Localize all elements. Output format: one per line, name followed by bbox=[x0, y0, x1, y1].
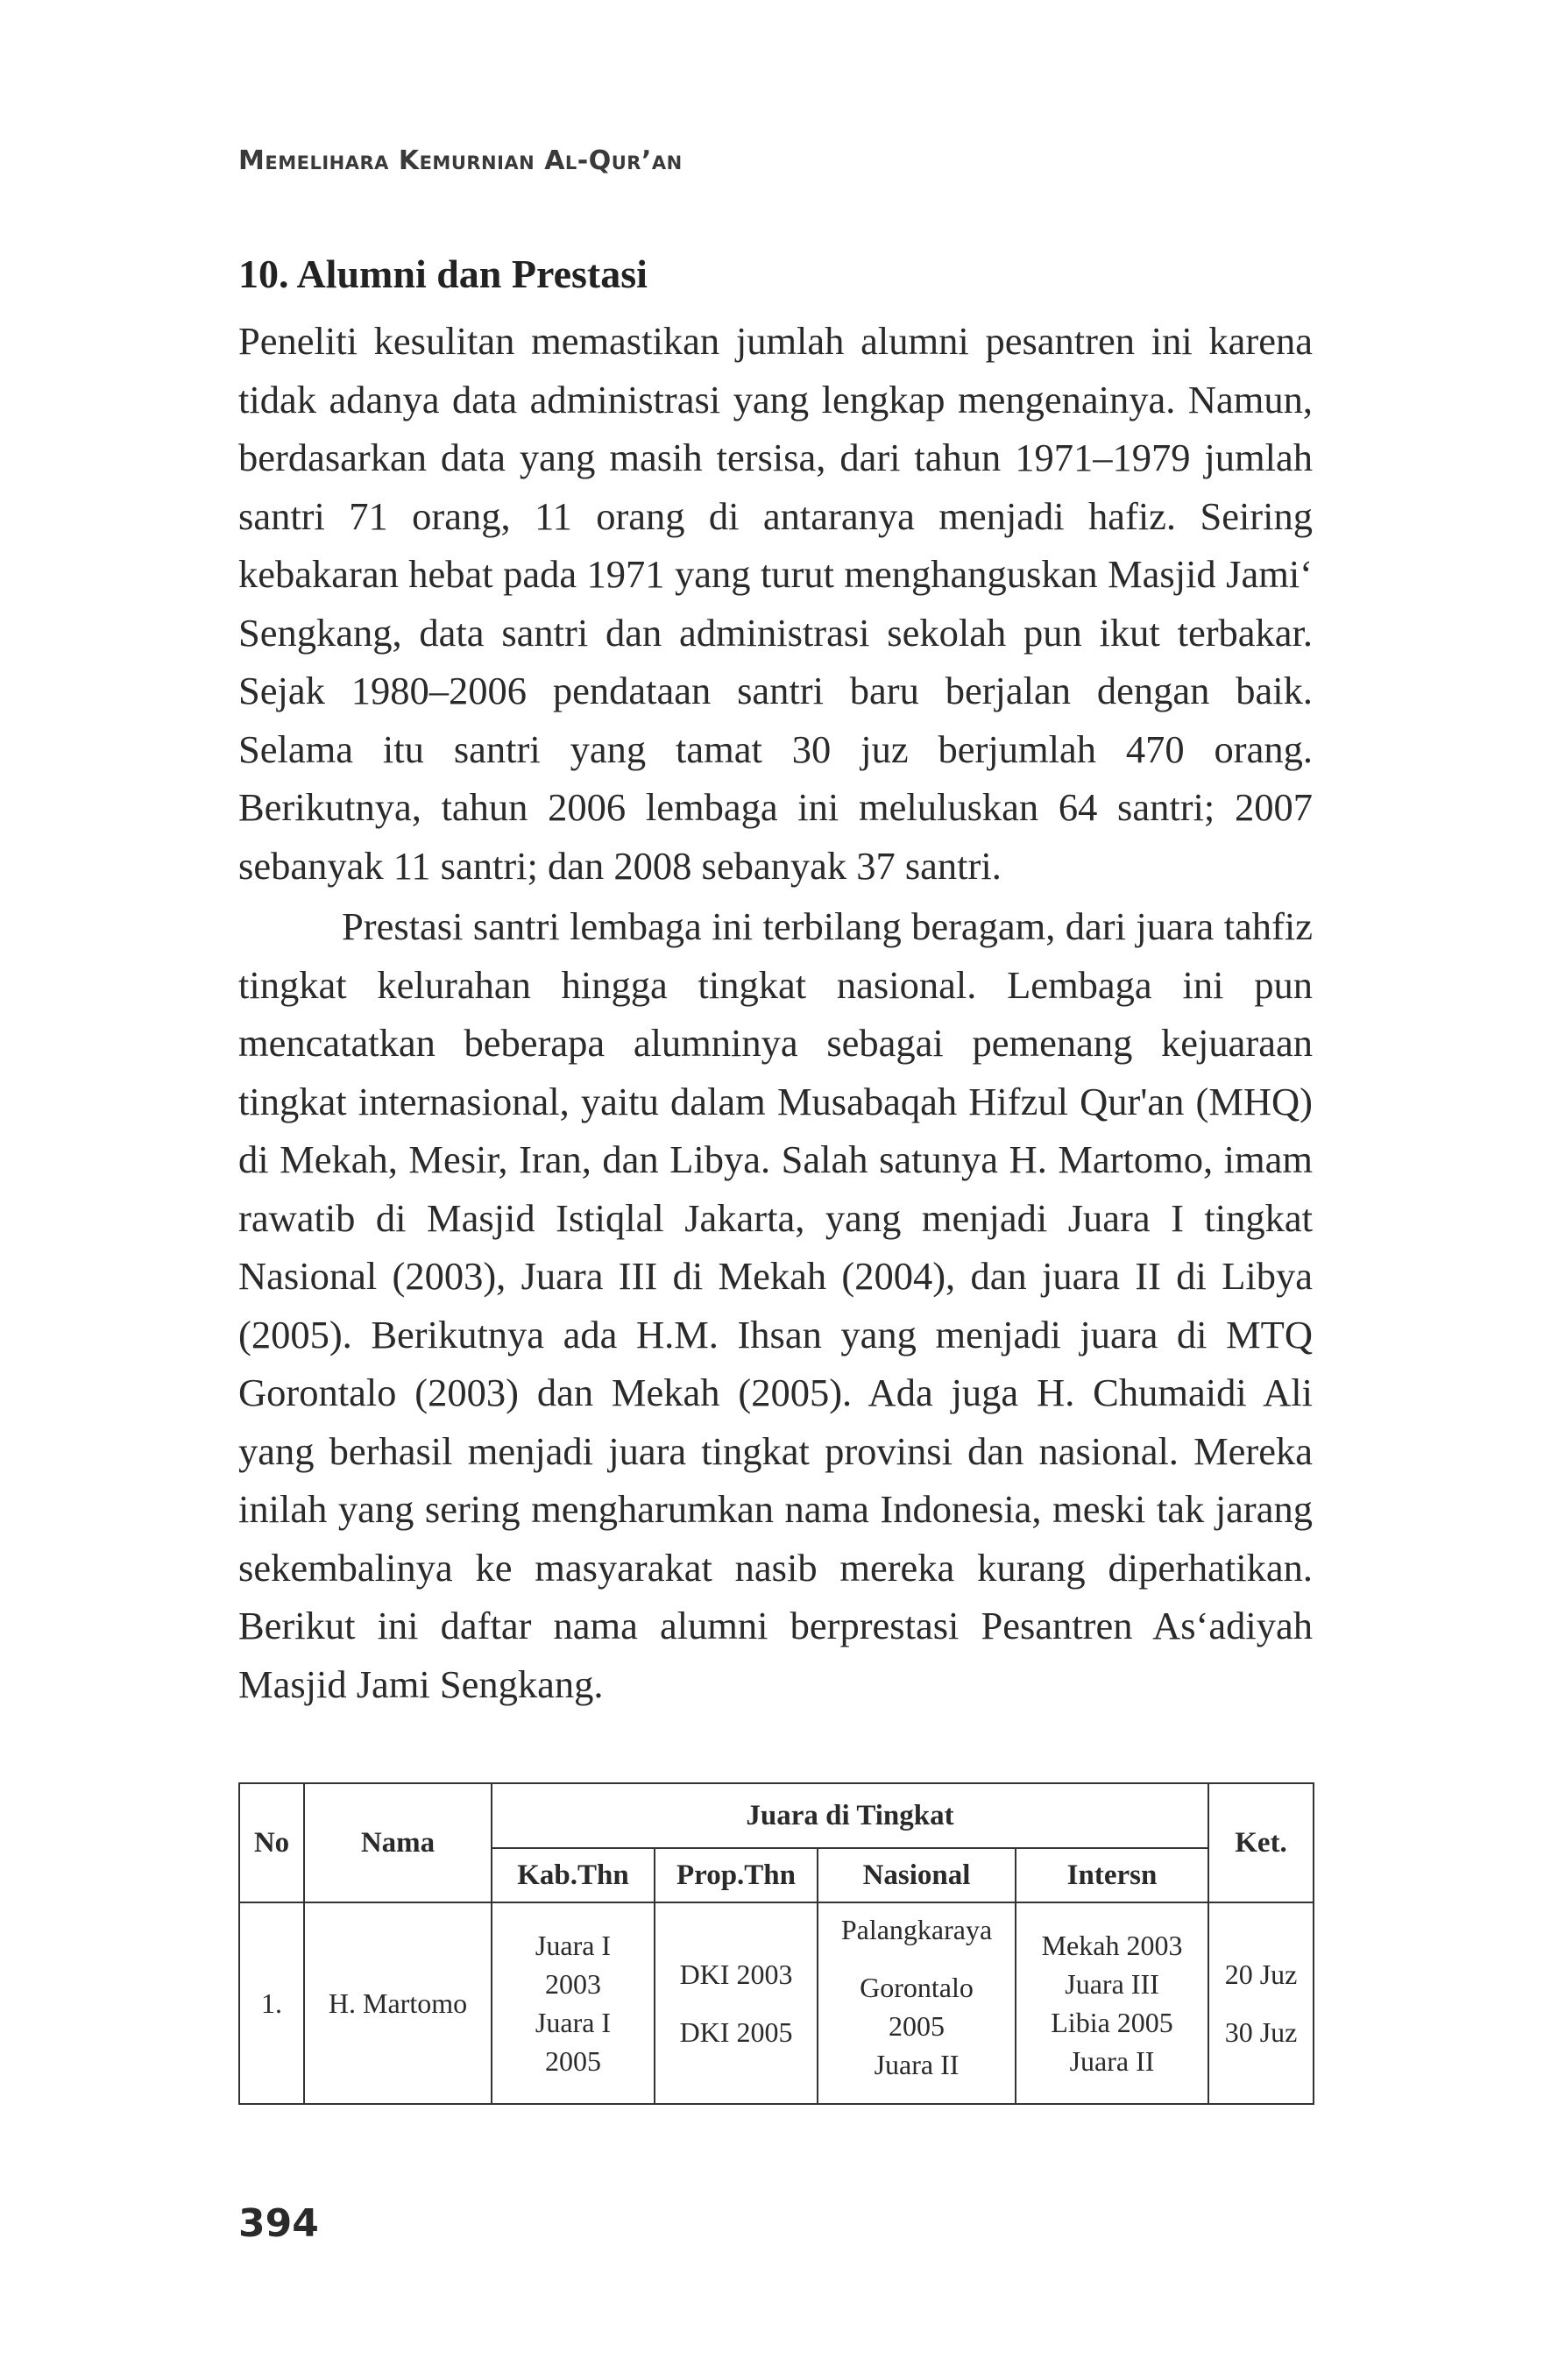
table-row bbox=[239, 1902, 1314, 2104]
cell-intersn: Mekah 2003 Juara III Libia 2005 Juara II bbox=[1016, 1902, 1208, 2104]
alumni-achievement-table bbox=[238, 1782, 1313, 2105]
awards-table bbox=[238, 1782, 1314, 2105]
header-kab-thn: Kab.Thn bbox=[492, 1848, 655, 1902]
page-number: 394 bbox=[238, 2201, 319, 2246]
header-prop-thn: Prop.Thn bbox=[655, 1848, 818, 1902]
cell-nama: H. Martomo bbox=[304, 1902, 492, 2104]
cell-kab-thn: Juara I 2003 Juara I 2005 bbox=[492, 1902, 655, 2104]
paragraph-prestasi: Prestasi santri lembaga ini terbilang beragam, dari juara tahfiz tingkat kelurahan hingga tingkat nasional. Lembaga ini pun mencatatkan beberapa alumninya sebagai pemenang kejuaraan tingkat internasional, yaitu dalam Musabaqah Hifzul Qur'an (MHQ) di Mekah, Mesir, Iran, dan Libya. Salah satunya H. Martomo, imam rawatib di Masjid Istiqlal Jakarta, yang menjadi Juara I tingkat Nasional (2003), Juara III di Mekah (2004), dan juara II di Libya (2005). Berikutnya ada H.M. Ihsan yang menjadi juara di MTQ Gorontalo (2003) dan Mekah (2005). Ada juga H. Chumaidi Ali yang berhasil menjadi juara tingkat provinsi dan nasional. Mereka inilah yang sering mengharumkan nama Indonesia, meski tak jarang sekembalinya ke masyarakat nasib mereka kurang diperhatikan. Berikut ini daftar nama alumni berprestasi Pesantren As‘adiyah Masjid Jami Sengkang. bbox=[238, 904, 1313, 1706]
running-header: Memelihara Kemurnian Al-Qur’an bbox=[238, 145, 683, 176]
header-juara-di-tingkat: Juara di Tingkat bbox=[492, 1783, 1208, 1848]
cell-ket: 20 Juz 30 Juz bbox=[1208, 1902, 1314, 2104]
header-intersn: Intersn bbox=[1016, 1848, 1208, 1902]
header-nasional: Nasional bbox=[818, 1848, 1016, 1902]
header-nama: Nama bbox=[304, 1783, 492, 1902]
header-ket: Ket. bbox=[1208, 1783, 1314, 1902]
section-heading: 10. Alumni dan Prestasi bbox=[238, 251, 648, 296]
cell-nasional: Palangkaraya Gorontalo 2005 Juara II bbox=[818, 1902, 1016, 2104]
cell-prop-thn: DKI 2003 DKI 2005 bbox=[655, 1902, 818, 2104]
paragraph-alumni: Peneliti kesulitan memastikan jumlah alumni pesantren ini karena tidak adanya data administrasi yang lengkap mengenainya. Namun, berdasarkan data yang masih tersisa, dari tahun 1971–1979 jumlah santri 71 orang, 11 orang di antaranya menjadi hafiz. Seiring kebakaran hebat pada 1971 yang turut menghanguskan Masjid Jami‘ Sengkang, data santri dan administrasi sekolah pun ikut terbakar. Sejak 1980–2006 pendataan santri baru berjalan dengan baik. Selama itu santri yang tamat 30 juz berjumlah 470 orang. Berikutnya, tahun 2006 lembaga ini meluluskan 64 santri; 2007 sebanyak 11 santri; dan 2008 sebanyak 37 santri. bbox=[238, 319, 1313, 888]
cell-no: 1. bbox=[239, 1902, 304, 2104]
header-no: No bbox=[239, 1783, 304, 1902]
